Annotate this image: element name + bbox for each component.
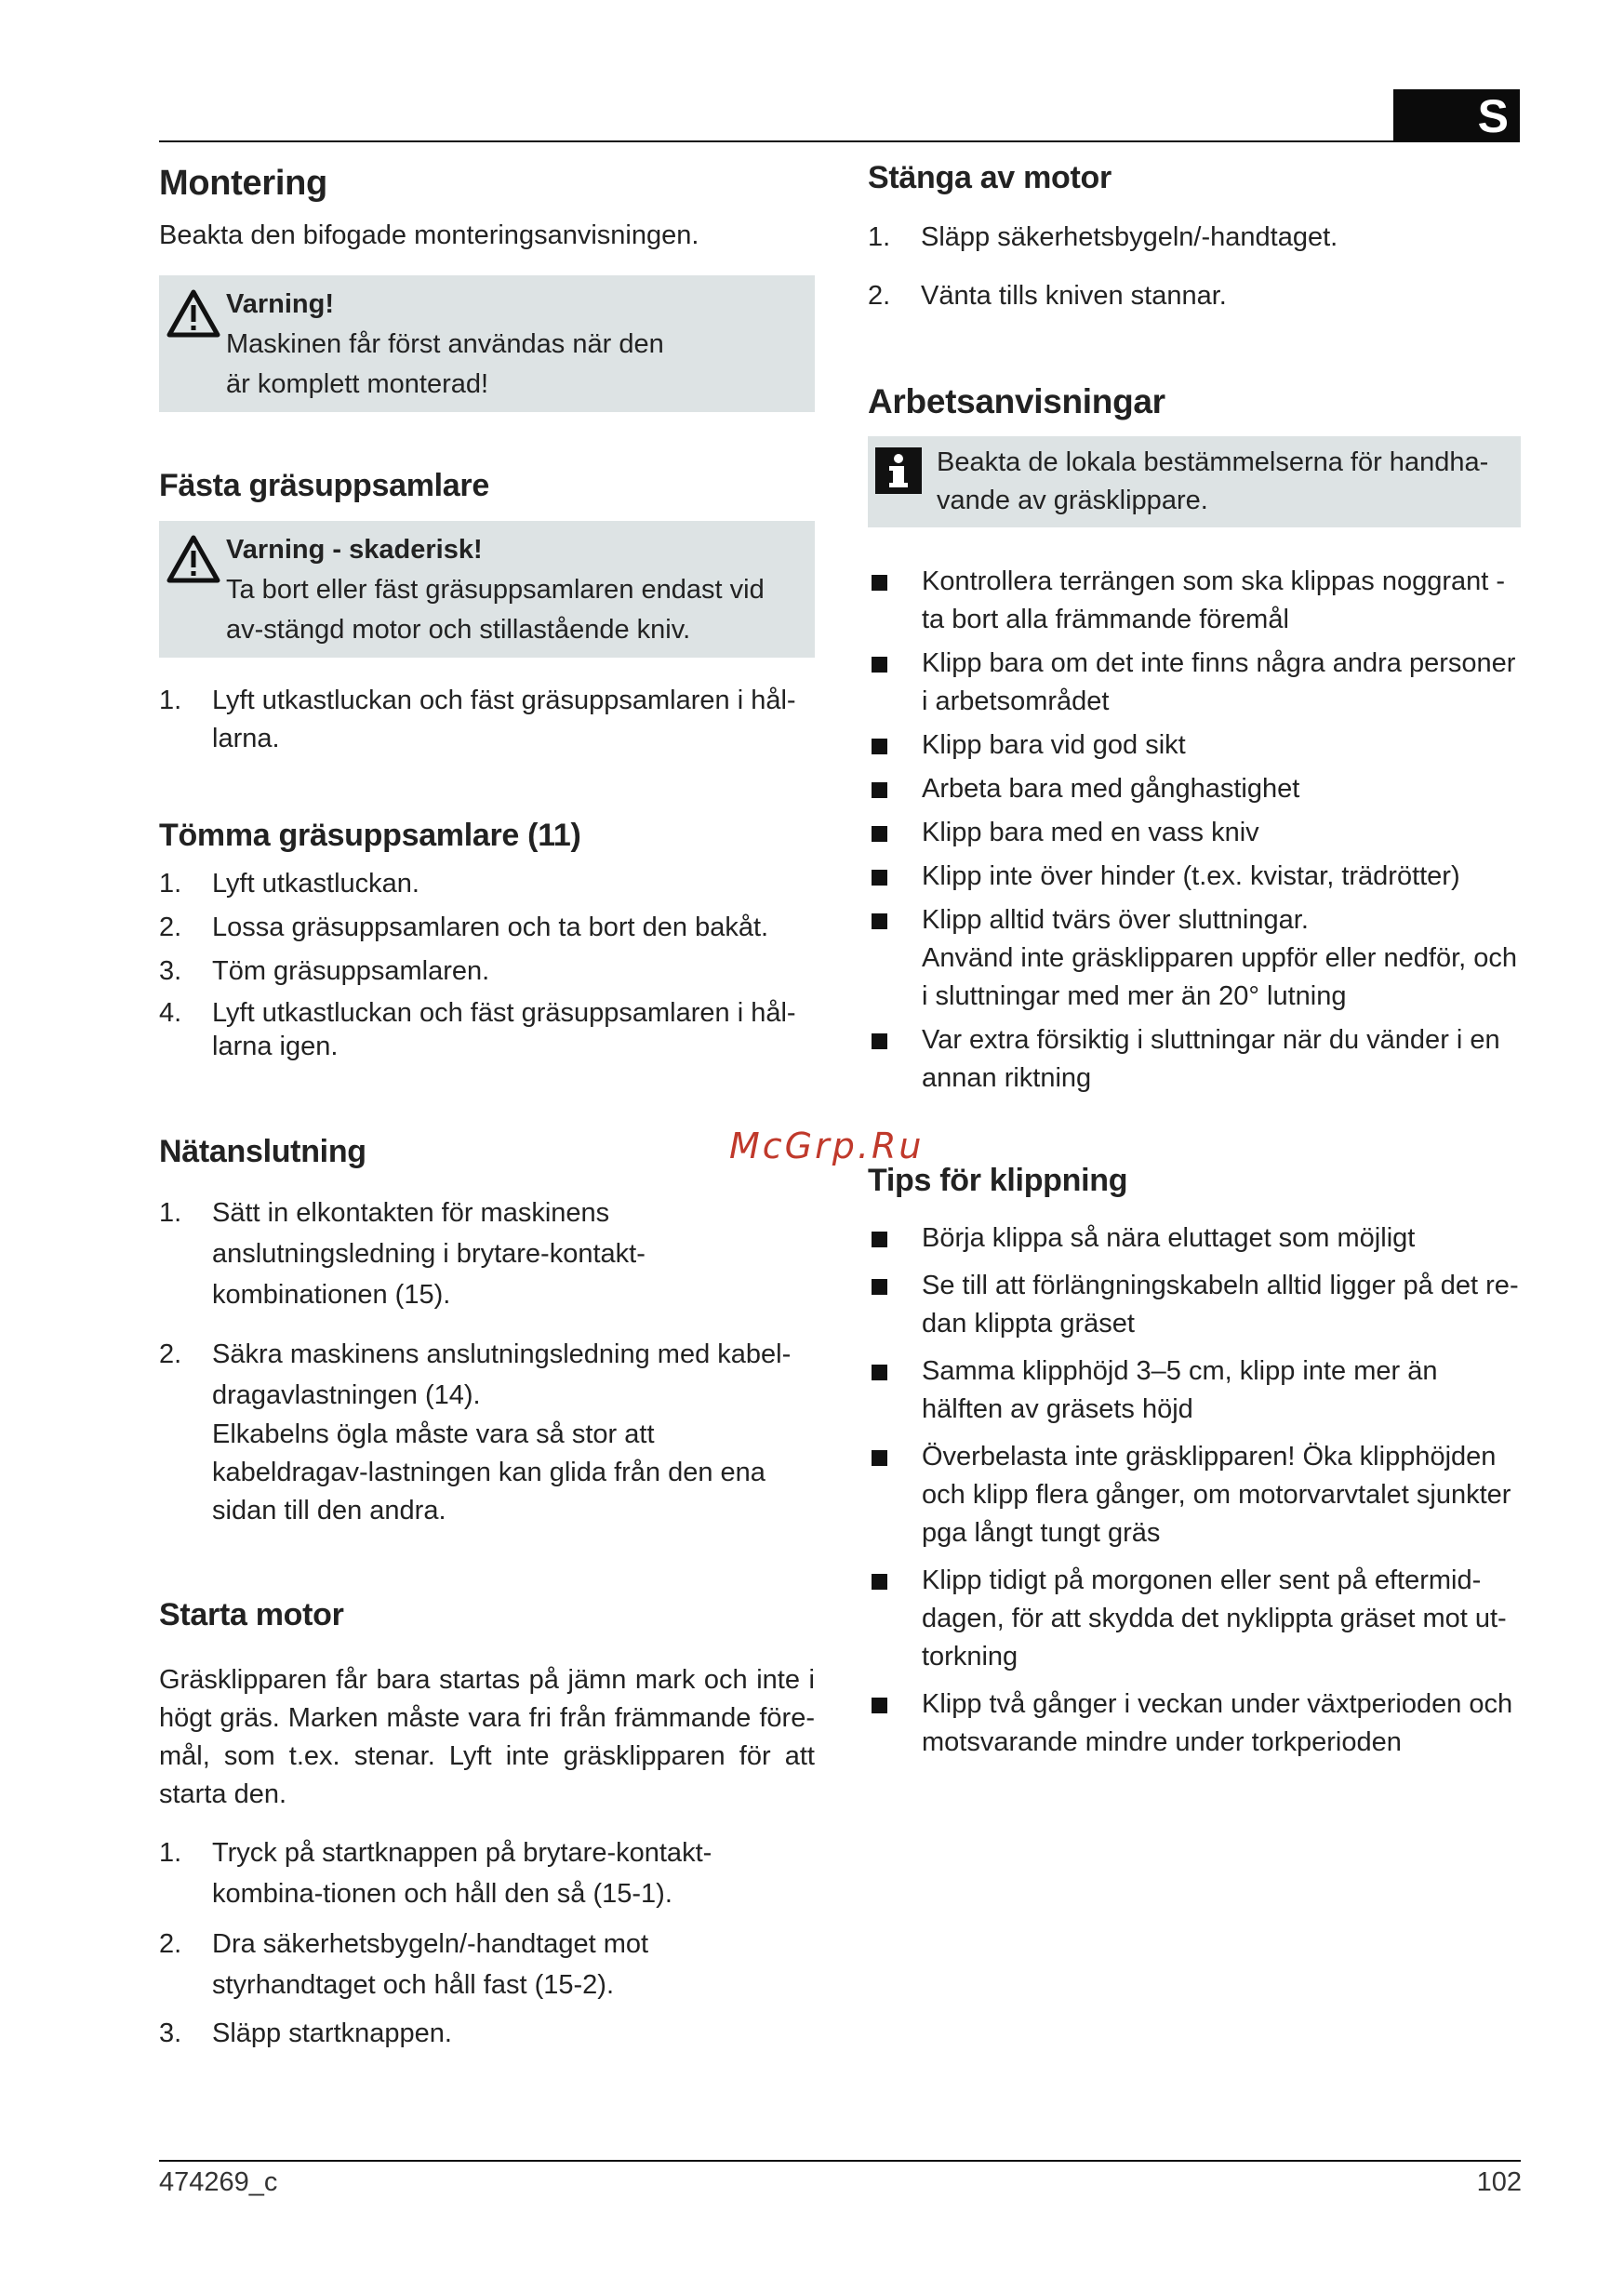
- bullet-square-icon: [872, 1574, 887, 1590]
- list-item: 2. Lossa gräsuppsamlaren och ta bort den bakåt.: [159, 913, 769, 942]
- slope-note: Använd inte gräsklipparen uppför eller nedför, och i sluttningar med mer än 20° lutning: [922, 943, 1518, 1011]
- bullet-square-icon: [872, 1033, 887, 1049]
- page-number: 102: [1476, 2167, 1522, 2197]
- list-item: 2. Vänta tills kniven stannar.: [868, 281, 1227, 311]
- bullet-square-icon: [872, 575, 887, 591]
- bullet-square-icon: [872, 657, 887, 673]
- bullet-square-icon: [872, 1365, 887, 1380]
- left-column: [159, 160, 815, 2053]
- list-item: Samma klipphöjd 3–5 cm, klipp inte mer än hälften av gräsets höjd: [868, 1352, 1521, 1429]
- section-title-starta: Starta motor: [159, 1597, 344, 1632]
- section-title-tomma: Tömma gräsuppsamlare (11): [159, 818, 581, 853]
- bullet-square-icon: [872, 1279, 887, 1295]
- bullet-square-icon: [872, 739, 887, 754]
- list-item: Klipp bara med en vass kniv: [868, 814, 1521, 852]
- list-item: 3. Töm gräsuppsamlaren.: [159, 956, 490, 986]
- language-tab: S: [1393, 89, 1520, 142]
- info-box-arbets: [868, 436, 1521, 527]
- bullet-square-icon: [872, 1698, 887, 1713]
- list-item: Börja klippa så nära eluttaget som möjligt: [868, 1219, 1521, 1258]
- document-id: 474269_c: [159, 2167, 278, 2197]
- list-item: 1. Släpp säkerhetsbygeln/-handtaget.: [868, 222, 1338, 252]
- warning-box-fasta: [159, 521, 815, 658]
- list-item: Klipp inte över hinder (t.ex. kvistar, trädrötter): [868, 858, 1521, 896]
- list-item: 1. Sätt in elkontakten för maskinens anslutningsledning i brytare-kontakt-kombinationen (15).: [159, 1198, 646, 1310]
- arbets-bullets: [868, 563, 1521, 1098]
- section-title-montering: Montering: [159, 164, 327, 203]
- header-rule: [159, 140, 1393, 142]
- list-item: 1. Lyft utkastluckan och fäst gräsuppsamlaren i hål-larna.: [159, 686, 796, 753]
- list-item: Var extra försiktig i sluttningar när du vänder i en annan riktning: [868, 1021, 1521, 1098]
- warning-text: Maskinen får först användas när den är komplett monterad!: [226, 329, 664, 399]
- list-item: 4. Lyft utkastluckan och fäst gräsuppsamlaren i hål-larna igen.: [159, 998, 796, 1061]
- starta-text: Gräsklipparen får bara startas på jämn mark och inte i högt gräs. Marken måste vara fri från främmande före-mål, som t.ex. stenar. Lyft inte gräsklipparen för att starta den.: [159, 1665, 815, 1809]
- section-title-tips: Tips för klippning: [868, 1163, 1128, 1198]
- list-item: 1. Tryck på startknappen på brytare-kontakt-kombina-tionen och håll den så (15-1).: [159, 1838, 712, 1909]
- list-item: Se till att förlängningskabeln alltid ligger på det re-dan klippta gräset: [868, 1267, 1521, 1343]
- list-item: Klipp alltid tvärs över sluttningar. Använd inte gräsklipparen uppför eller nedför, och i sluttningar med mer än 20° lutning: [868, 901, 1521, 1016]
- bullet-square-icon: [872, 782, 887, 798]
- list-item: Arbeta bara med gånghastighet: [868, 770, 1521, 808]
- warning-text: Ta bort eller fäst gräsuppsamlaren endast vid av-stängd motor och stillastående kniv.: [226, 575, 765, 645]
- section-title-arbets: Arbetsanvisningar: [868, 382, 1165, 420]
- list-item: Klipp två gånger i veckan under växtperioden och motsvarande mindre under torkperioden: [868, 1685, 1521, 1762]
- natan-steps: [159, 1192, 815, 1530]
- watermark: McGrp.Ru: [729, 1126, 925, 1166]
- list-item: Klipp tidigt på morgonen eller sent på eftermid-dagen, för att skydda det nyklippta gräset mot ut-torkning: [868, 1562, 1521, 1676]
- stanga-steps: [868, 219, 1521, 315]
- list-item: Klipp bara om det inte finns några andra personer i arbetsområdet: [868, 645, 1521, 721]
- warning-title: Varning - skaderisk!: [226, 535, 483, 565]
- list-item: Klipp bara vid god sikt: [868, 726, 1521, 765]
- section-title-natan: Nätanslutning: [159, 1134, 366, 1169]
- bullet-square-icon: [872, 913, 887, 929]
- warning-box-montering: [159, 275, 815, 412]
- montering-text: Beakta den bifogade monteringsanvisningen.: [159, 220, 699, 250]
- right-column: [868, 160, 1521, 1762]
- list-item: 1. Lyft utkastluckan.: [159, 869, 419, 899]
- tomma-steps: [159, 865, 815, 1063]
- bullet-square-icon: [872, 870, 887, 886]
- list-item: Kontrollera terrängen som ska klippas noggrant - ta bort alla främmande föremål: [868, 563, 1521, 639]
- section-title-stanga: Stänga av motor: [868, 160, 1112, 195]
- info-text: Beakta de lokala bestämmelserna för handha-vande av gräsklippare.: [937, 447, 1489, 515]
- list-item: 2. Dra säkerhetsbygeln/-handtaget mot styrhandtaget och håll fast (15-2).: [159, 1929, 649, 2000]
- bullet-square-icon: [872, 826, 887, 842]
- list-item: 3. Släpp startknappen.: [159, 2018, 452, 2048]
- section-title-fasta: Fästa gräsuppsamlare: [159, 468, 489, 503]
- list-item: Överbelasta inte gräsklipparen! Öka klipphöjden och klipp flera gånger, om motorvarvtalet sjunkter pga långt tungt gräs: [868, 1438, 1521, 1552]
- tips-bullets: [868, 1219, 1521, 1762]
- bullet-square-icon: [872, 1232, 887, 1247]
- warning-triangle-icon: [166, 288, 220, 339]
- warning-title: Varning!: [226, 289, 335, 319]
- bullet-square-icon: [872, 1450, 887, 1466]
- footer-rule: [159, 2160, 1521, 2162]
- starta-steps: [159, 1832, 815, 2053]
- fasta-steps: [159, 682, 815, 758]
- warning-triangle-icon: [166, 534, 220, 584]
- info-icon: [873, 446, 924, 496]
- list-item: 2. Säkra maskinens anslutningsledning med kabel-dragavlastningen (14). Elkabelns ögla måste vara så stor att kabeldragav-lastningen kan glida från den ena sidan till den andra.: [159, 1339, 792, 1525]
